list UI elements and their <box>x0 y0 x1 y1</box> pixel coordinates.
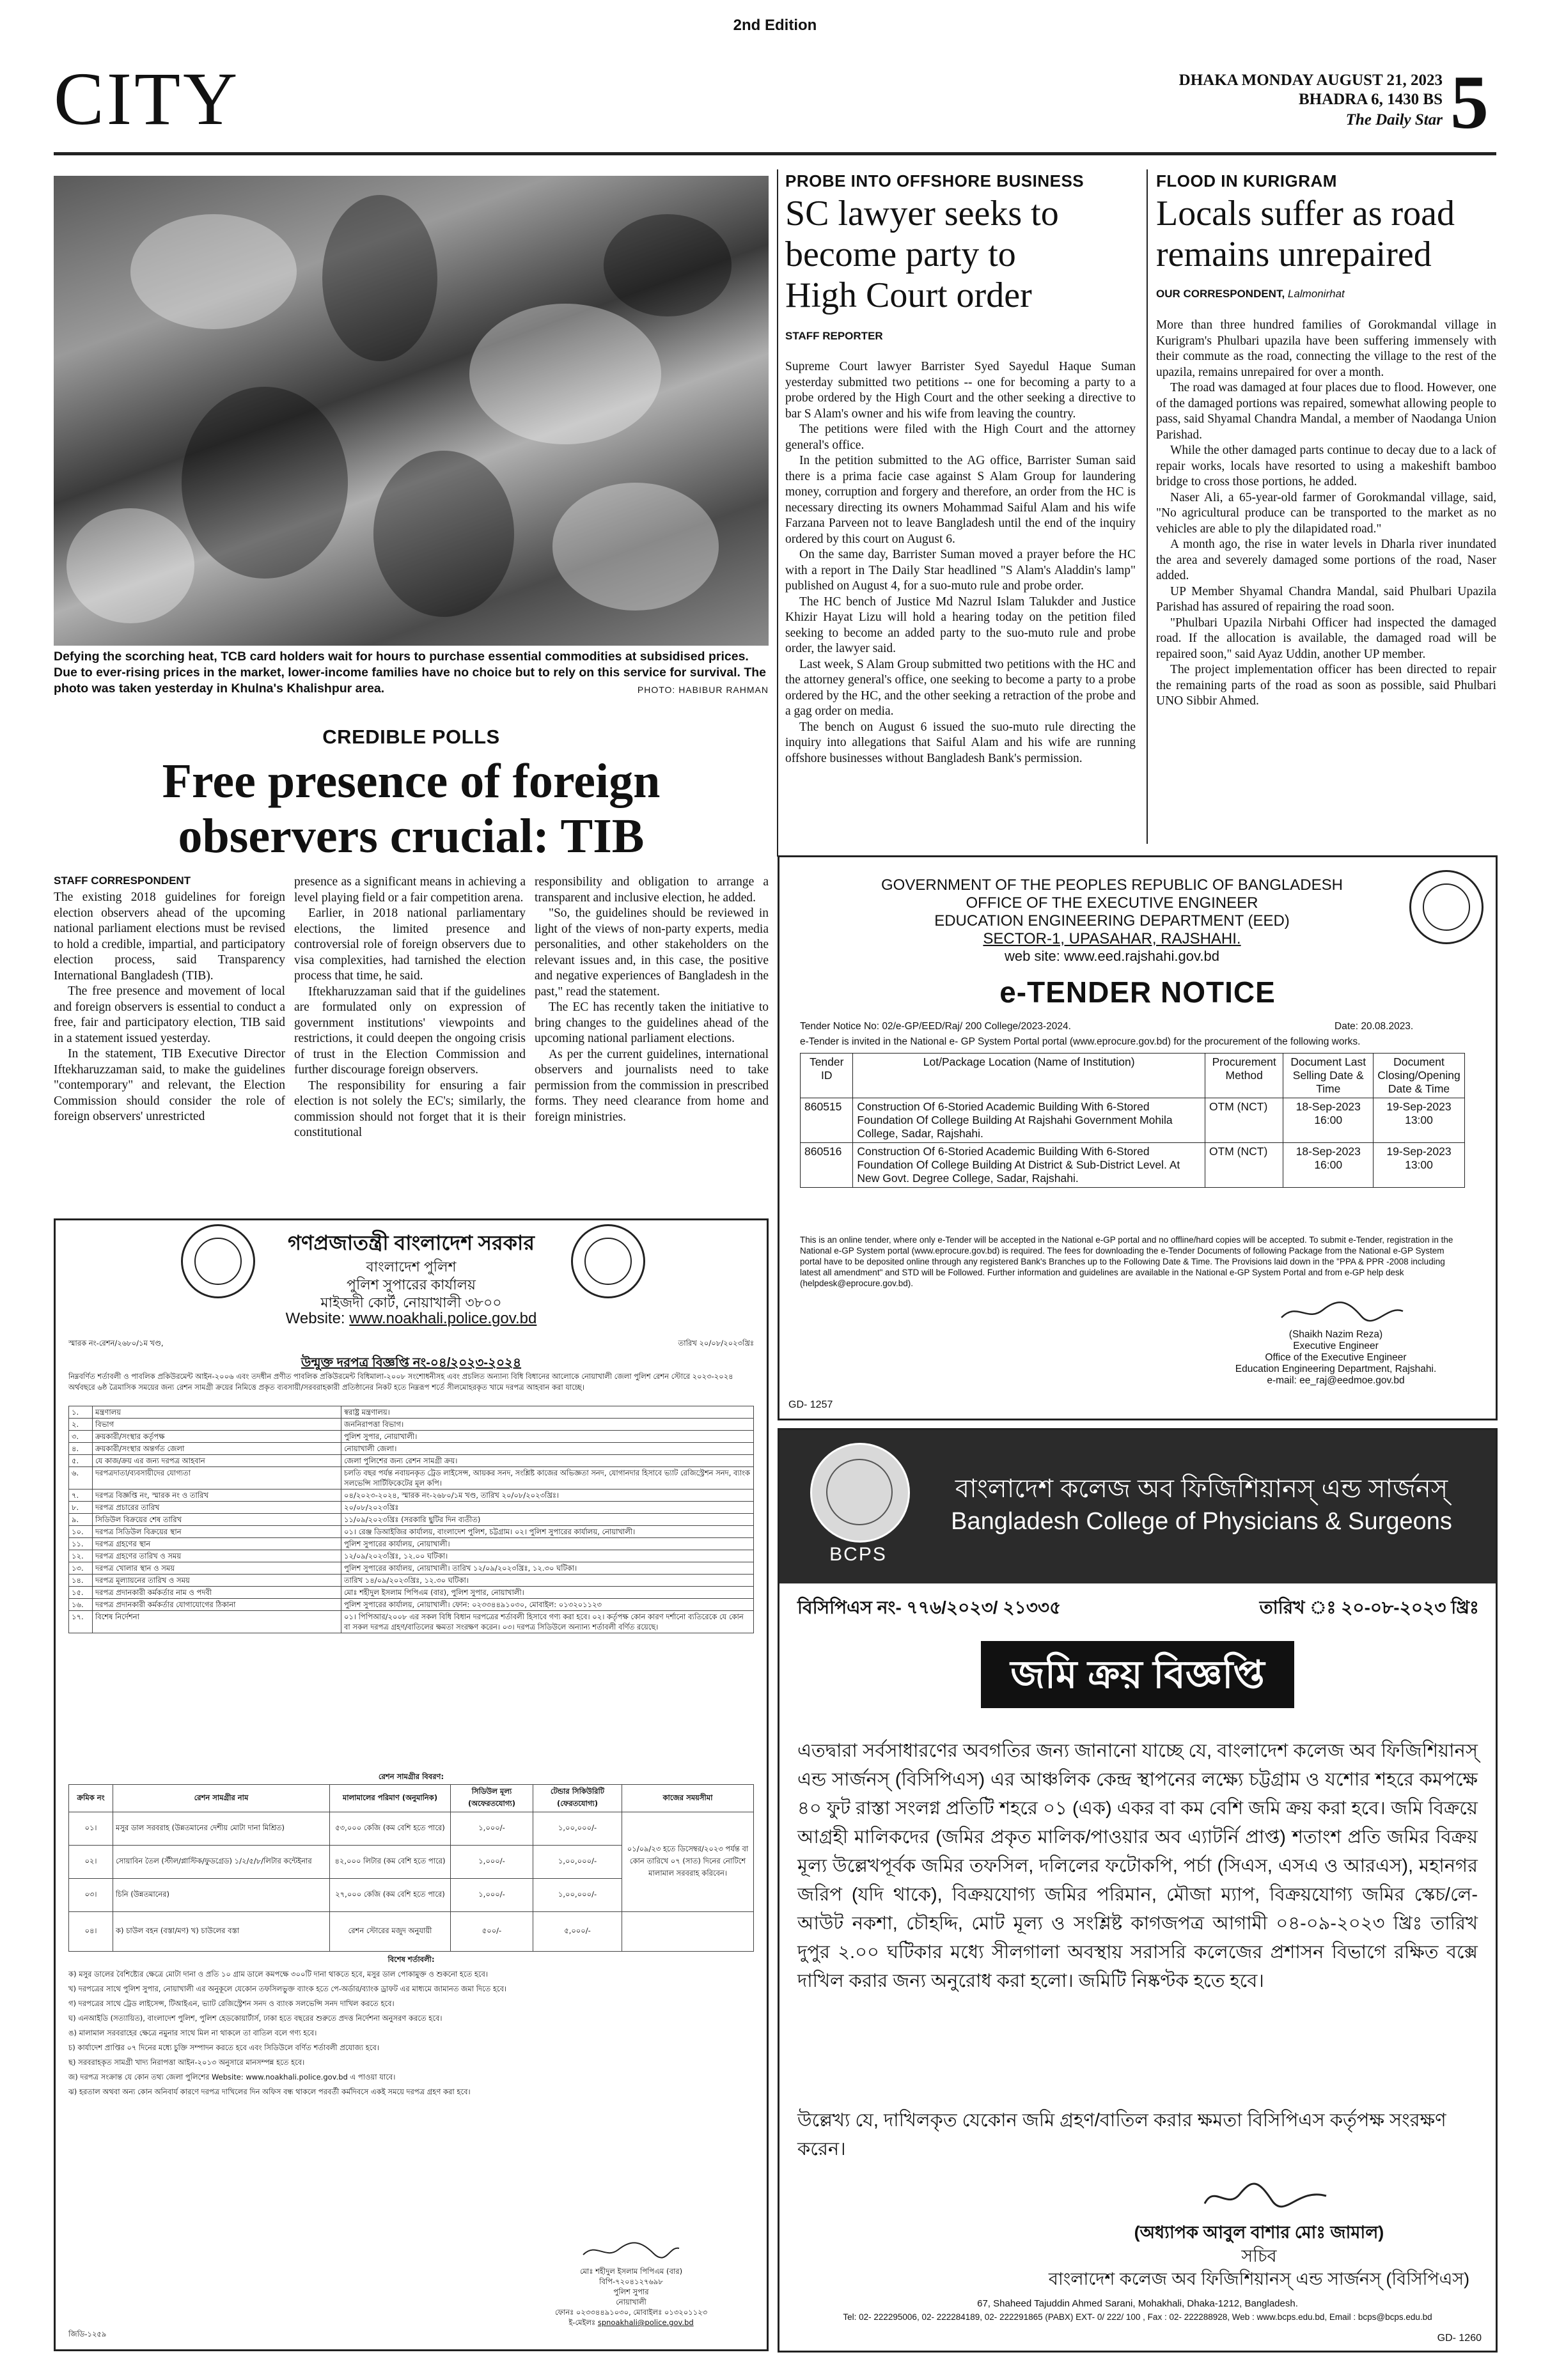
table-row <box>69 1467 754 1489</box>
tib-para: presence as a significant means in achieving a level playing field or a fair competition arena. <box>294 875 526 905</box>
flood-headline-1: Locals suffer as road <box>1156 194 1455 233</box>
paper-logo: The Daily Star <box>1345 111 1443 128</box>
police-address: মাইজদী কোর্ট, নোয়াখালী ৩৮০০ <box>320 1295 502 1311</box>
edition-label: 2nd Edition <box>733 17 817 34</box>
eed-dept-line: EDUCATION ENGINEERING DEPARTMENT (EED) <box>934 912 1290 929</box>
tib-para: The responsibility for ensuring a fair election is not solely the EC's; similarly, the commission should not forget that it is their constitutional <box>294 1078 526 1139</box>
row-key: বিশেষ নির্দেশনা <box>93 1611 341 1633</box>
eed-gov-line: GOVERNMENT OF THE PEOPLES REPUBLIC OF BANGLADESH <box>881 876 1343 894</box>
table-row <box>801 1143 1465 1188</box>
row-key: ক্রয়কারী/সংস্থার কর্তৃপক্ষ <box>93 1431 341 1443</box>
condition-item: জ) দরপত্র সংক্রান্ত যে কোন তথ্য জেলা পুলিশের Website: www.noakhali.police.gov.bd এ পাওয়া যাবে। <box>68 2073 396 2081</box>
tender-close <box>1374 1143 1465 1188</box>
tib-para: The existing 2018 guidelines for foreign election observers ahead of the upcoming national parliament elections must be revised to hold a credible, impartial, and participatory election process, said Transparency International Bangladesh (TIB). <box>54 891 285 983</box>
ration-serial: ০৪। <box>69 1912 113 1952</box>
tib-para: Earlier, in 2018 national parliamentary elections, the limited presence and controversial role of foreign observers due to visa complexities, had tarnished the election process that time, he said. <box>294 906 526 983</box>
police-website <box>56 1310 767 1328</box>
table-row <box>69 1562 754 1575</box>
flood-byline-place: Lalmonirhat <box>1287 288 1345 300</box>
sc-body <box>785 359 1136 766</box>
row-value: জেলা পুলিশের জন্য রেশন সামগ্রী ক্রয়। <box>341 1455 754 1467</box>
bcps-name-bn: বাংলাদেশ কলেজ অব ফিজিশিয়ানস্ এন্ড সার্জনস্ <box>955 1475 1448 1503</box>
bcps-name-en: Bangladesh College of Physicians & Surgeons <box>951 1508 1452 1535</box>
tender-sell <box>1283 1098 1374 1143</box>
table-row <box>69 1912 754 1952</box>
sell-time: 16:00 <box>1314 1158 1343 1171</box>
ration-security: ১,০০,০০০/- <box>533 1879 622 1912</box>
flood-headline-2: remains unrepaired <box>1156 235 1432 274</box>
ration-heading: রেশন সামগ্রীর বিবরণ: <box>378 1772 444 1781</box>
row-key: মন্ত্রণালয় <box>93 1406 341 1419</box>
ration-security: ১,০০,০০০/- <box>533 1846 622 1879</box>
col-qty: মালামালের পরিমাণ (অনুমানিক) <box>330 1785 451 1812</box>
eed-intro: e-Tender is invited in the National e- GP System Portal portal (www.eprocure.gov.bd) for the procurement of the following works. <box>800 1036 1361 1047</box>
table-row <box>69 1599 754 1611</box>
tib-para: Iftekharuzzaman said that if the guidelines are formulated only on expression of government institutions' viewpoints and restrictions, it could deepen the ongoing crisis of trust in the Election Commission and further discourage foreign observers. <box>294 984 526 1077</box>
condition-item: ঝ) হরতাল অথবা অন্য কোন অনিবার্য কারণে দরপত্র দাখিলের দিন অফিস বন্ধ থাকলে পরবর্তী কর্মদিবসে একই সময়ে দরপত্র গ্রহণ করা হবে। <box>68 2087 471 2096</box>
police-signer-bp: বিপি-৭২০৪১২৭৬৯৮ <box>599 2277 663 2286</box>
col-fee: সিডিউল মূল্য (অফেরতযোগ্য) <box>451 1785 533 1812</box>
row-no: ৭. <box>69 1489 93 1502</box>
sc-kicker: PROBE INTO OFFSHORE BUSINESS <box>785 171 1084 191</box>
ration-fee: ১,০০০/- <box>451 1812 533 1846</box>
police-title: গণপ্রজাতন্ত্রী বাংলাদেশ সরকার <box>288 1231 535 1254</box>
row-no: ১১. <box>69 1538 93 1550</box>
tib-col-1 <box>54 890 285 1125</box>
police-intro: নিম্নবর্ণিত শর্তাবলী ও পাবলিক প্রকিউরমেন্ট আইন-২০০৬ এবং তদধীন প্রণীত পাবলিক প্রকিউরমেন্ট বিধিমালা-২০০৮ সংশোধনীসহ এবং প্রচলিত অন্যান্য বিধি বিধানের আলোকে নোয়াখালী জেলা পুলিশ রেশন স্টোরে ২০২৩-২০২৪ অর্থবছরে ৬ষ্ঠ ত্রৈমাসিক সময়ের জন্য রেশন সামগ্রী ক্রয়ের নিমিত্তে প্রকৃত ব্যবসায়ী/সরবরাহকারী প্রতিষ্ঠানের নিকট হতে নিম্নরূপ শর্তে সীলমোহরকৃত খামে দরপত্র আহবান করা যাচ্ছে। <box>68 1372 733 1392</box>
conditions-heading: বিশেষ শর্তাবলী: <box>388 1955 435 1964</box>
flood-kicker: FLOOD IN KURIGRAM <box>1156 171 1337 191</box>
bcps-signature <box>1202 2178 1329 2213</box>
ration-item: মসুর ডাল সরবরাহ (উন্নতমানের দেশীয় মোটা দানা মিশ্রিত) <box>113 1812 330 1846</box>
ration-item: সোয়াবিন তৈল (স্টীল/প্লাস্টিক/ফুডগ্রেড) ১/২/৫/৮/লিটার কন্টেইনার <box>113 1846 330 1879</box>
close-time: 13:00 <box>1405 1158 1433 1171</box>
ration-fee: ১,০০০/- <box>451 1846 533 1879</box>
flood-byline <box>1156 288 1345 300</box>
condition-item: চ) কার্যাদেশ প্রাপ্তির ০৭ দিনের মধ্যে চুক্তি সম্পাদন করতে হবে এবং সিডিউলে বর্ণিত শর্তাবলী প্রযোজ্য হবে। <box>68 2043 379 2052</box>
police-signer-district: নোয়াখালী <box>616 2298 646 2306</box>
ration-security: ১,০০,০০০/- <box>533 1812 622 1846</box>
flood-para: UP Member Shyamal Chandra Mandal, said Phulbari Upazila Parishad has assured of repairing the road soon. <box>1156 584 1496 614</box>
table-row <box>69 1611 754 1633</box>
police-info-table <box>68 1406 754 1633</box>
eed-signer-email: e-mail: ee_raj@eedmoe.gov.bd <box>1267 1375 1405 1386</box>
table-row <box>69 1526 754 1538</box>
table-row <box>69 1443 754 1455</box>
sc-para: Last week, S Alam Group submitted two petitions with the HC and the attorney general's office, one seeking to become a party to a probe ordered by the HC, and the other seeking a retraction of the probe and a gag order on media. <box>785 657 1136 718</box>
row-value: তারিখ ১৪/০৯/২০২৩খ্রিঃ, ১২.৩০ ঘটিকা। <box>341 1575 754 1587</box>
sc-para: On the same day, Barrister Suman moved a prayer before the HC with a report in The Daily Star headlined "S Alam's Aladdin's lamp" published on August 4, for a suo-muto rule and probe order. <box>785 548 1136 593</box>
police-heading: উন্মুক্ত দরপত্র বিজ্ঞপ্তি নং-০৪/২০২৩-২০২৪ <box>301 1356 522 1370</box>
row-value: পুলিশ সুপার, নোয়াখালী। <box>341 1431 754 1443</box>
eed-title: e-TENDER NOTICE <box>999 976 1276 1009</box>
row-no: ৬. <box>69 1467 93 1489</box>
tender-id: 860516 <box>801 1143 853 1188</box>
tcb-photo <box>54 176 769 646</box>
sell-time: 16:00 <box>1314 1114 1343 1126</box>
tib-para: The free presence and movement of local and foreign observers is essential to conduct a free, fair and participatory election, TIB said in a statement issued yesterday. <box>54 984 285 1045</box>
bcps-signer-title: সচিব <box>1241 2246 1277 2266</box>
police-signer: মোঃ শহীদুল ইসলাম পিপিএম (বার) <box>579 2267 683 2276</box>
column-rule <box>777 169 778 857</box>
ration-item: ক) চাউল বহন (বস্তা/মণ) খ) চাউলের বস্তা <box>113 1912 330 1952</box>
row-no: ৮. <box>69 1502 93 1514</box>
eed-sector-line: SECTOR-1, UPASAHAR, RAJSHAHI. <box>983 930 1241 947</box>
column-rule <box>1147 169 1148 844</box>
tib-para: In the statement, TIB Executive Director Iftekharuzzaman said, to make the guidelines "contemporary" and relevant, the Election Commission should consider the role of foreign observers' unrestricted <box>54 1047 285 1123</box>
police-email-label: ই-মেইলঃ <box>568 2318 596 2327</box>
ration-serial: ০১। <box>69 1812 113 1846</box>
row-no: ১২. <box>69 1550 93 1562</box>
sc-para: The petitions were filed with the High Court and the attorney general's office. <box>785 423 1136 452</box>
row-no: ৫. <box>69 1455 93 1467</box>
eed-tender-ad <box>778 855 1498 1420</box>
close-time: 13:00 <box>1405 1114 1433 1126</box>
bcps-note: উল্লেখ্য যে, দাখিলকৃত যেকোন জমি গ্রহণ/বাতিল করার ক্ষমতা বিসিপিএস কর্তৃপক্ষ সংরক্ষণ করেন। <box>797 2110 1446 2159</box>
photo-credit: PHOTO: HABIBUR RAHMAN <box>637 685 769 695</box>
ration-item: চিনি (উন্নতমানের) <box>113 1879 330 1912</box>
row-value: চলতি বছর পর্যন্ত নবায়নকৃত ট্রেড লাইসেন্স, আয়কর সনদ, সংশ্লিষ্ট কাজের অভিজ্ঞতা সনদ, যোগানদার হিসাবে ভ্যাট রেজিস্ট্রেশন সনদ, ব্যাংক সলভেন্সি সার্টিফিকেটের মূল কপি। <box>341 1467 754 1489</box>
row-key: দরপত্র সিডিউল বিক্রয়ের স্থান <box>93 1526 341 1538</box>
flood-para: A month ago, the rise in water levels in Dharla river inundated the area and severely damaged some portions of the road, Naser added. <box>1156 538 1496 582</box>
condition-item: ঙ) মালামাল সরবরাহের ক্ষেত্রে নমুনার সাথে মিল না থাকলে তা বাতিল বলে গণ্য হবে। <box>68 2028 317 2037</box>
row-value: মোঃ শহীদুল ইসলাম পিপিএম (বার), পুলিশ সুপার, নোয়াখালী। <box>341 1587 754 1599</box>
col-serial: ক্রমিক নং <box>69 1785 113 1812</box>
row-key: দরপত্র প্রদানকারী কর্মকর্তার যোগাযোগের ঠিকানা <box>93 1599 341 1611</box>
table-row <box>69 1587 754 1599</box>
table-row <box>69 1812 754 1846</box>
row-value: পুলিশ সুপারের কার্যালয়, নোয়াখালী। <box>341 1538 754 1550</box>
table-row <box>69 1431 754 1443</box>
bcps-address: 67, Shaheed Tajuddin Ahmed Sarani, Mohakhali, Dhaka-1212, Bangladesh. <box>977 2298 1298 2309</box>
eed-signer-office: Office of the Executive Engineer <box>1265 1352 1407 1363</box>
col-sell-date: Document Last Selling Date & Time <box>1283 1054 1374 1098</box>
row-value: পুলিশ সুপারের কার্যালয়, নোয়াখালী। ফোন: ০২৩৩৪৪৯১০৩০, মোবাইল: ০১৩২০১১২৩ <box>341 1599 754 1611</box>
police-gd: জিডি-১২৫৯ <box>68 2329 107 2338</box>
row-no: ১. <box>69 1406 93 1419</box>
col-period: কাজের সময়সীমা <box>622 1785 754 1812</box>
row-value: জননিরাপত্তা বিভাগ। <box>341 1419 754 1431</box>
bcps-land-ad <box>778 1428 1498 2353</box>
sc-headline-2: become party to <box>785 235 1016 274</box>
eed-signer-name: (Shaikh Nazim Reza) <box>1288 1329 1383 1340</box>
condition-item: খ) দরপত্রের সাথে পুলিশ সুপার, নোয়াখালী এর অনুকূলে যেকোন তফসিলভুক্ত ব্যাংক হতে পে-অর্ডার/ব্যাংক ড্রাফট এর মাধ্যমে জামানত জমা দিতে হবে। <box>68 1984 507 1993</box>
row-no: ১৩. <box>69 1562 93 1575</box>
tender-method: OTM (NCT) <box>1205 1143 1283 1188</box>
sc-headline-1: SC lawyer seeks to <box>785 194 1059 233</box>
flood-para: While the other damaged parts continue to decay due to a lack of repair works, locals have resorted to using a makeshift bamboo bridge to cross those portions, he added. <box>1156 444 1496 488</box>
ration-serial: ০২। <box>69 1846 113 1879</box>
sc-headline-3: High Court order <box>785 276 1032 315</box>
eed-notice-no: Tender Notice No: 02/e-GP/EED/Raj/ 200 College/2023-2024. <box>800 1021 1071 1032</box>
row-key: দরপত্র খোলার স্থান ও সময় <box>93 1562 341 1575</box>
row-key: যে কাজ/ক্রয় এর জন্য দরপত্র আহবান <box>93 1455 341 1467</box>
eed-signer-dept: Education Engineering Department, Rajshahi. <box>1235 1364 1437 1374</box>
police-signer-email <box>503 2317 759 2328</box>
row-value: ১২/০৯/২০২৩খ্রিঃ, ১২.০০ ঘটিকা। <box>341 1550 754 1562</box>
sc-para: The HC bench of Justice Md Nazrul Islam Talukder and Justice Khizir Hayat Lizu will hold a hearing today on the petition filed seeking to become an added party to the suo-muto rule and probe order, the lawyer said. <box>785 595 1136 655</box>
photo-caption: Defying the scorching heat, TCB card holders wait for hours to purchase essential commodities at subsidised prices. Due to ever-rising prices in the market, lower-income families have no choice but to rely on this service for survival. The photo was taken yesterday in Khulna's Khalishpur area. <box>54 649 767 696</box>
bcps-gd: GD- 1260 <box>1437 2333 1482 2344</box>
row-value: ০১। পিপিআর/২০০৮ এর সকল বিধি বিধান দরপত্রের শর্তাবলী হিসাবে গণ্য করা হবে। ০২। কর্তৃপক্ষ কোন কারণ দর্শানো ব্যতিরেকে যে কোন বা সকল দরপত্র গ্রহণ/বাতিলের ক্ষমতা সংরক্ষণ করেন। ০৩। দরপত্র সিডিউলে অন্যান্য শর্তাবলী বর্ণিত রয়েছে। <box>341 1611 754 1633</box>
row-no: ১৬. <box>69 1599 93 1611</box>
sell-date: 18-Sep-2023 <box>1296 1100 1361 1113</box>
tib-para: The EC has recently taken the initiative to bring changes to the guidelines ahead of the upcoming national parliament elections. <box>535 1000 769 1045</box>
police-signature <box>580 2237 682 2262</box>
eed-tender-table <box>800 1053 1465 1188</box>
masthead-rule <box>54 152 1496 155</box>
table-row <box>69 1550 754 1562</box>
bcps-signer: (অধ্যাপক আবুল বাশার মোঃ জামাল) <box>1134 2223 1384 2242</box>
flood-para: More than three hundred families of Gorokmandal village in Kurigram's Phulbari upazila have been suffering immensely with their commute as the road, connecting the village to the rest of the upazila, remains unrepaired for over a month. <box>1156 318 1496 379</box>
ration-table <box>68 1784 754 1952</box>
eed-seal-icon <box>1409 870 1483 944</box>
bangla-date: BHADRA 6, 1430 BS <box>1298 91 1443 108</box>
ration-qty: ২৭,০০০ কেজি (কম বেশি হতে পারে) <box>330 1879 451 1912</box>
tender-close <box>1374 1098 1465 1143</box>
row-key: ক্রয়কারী/সংস্থার অন্তর্গত জেলা <box>93 1443 341 1455</box>
table-header-row <box>69 1785 754 1812</box>
flood-para: The road was damaged at four places due to flood. However, one of the damaged portions was repaired, somewhat allowing people to pass, said Shyamal Chandra Mandal, a member of Naodanga Union Parishad. <box>1156 381 1496 442</box>
police-signer-phone: ফোনঃ ০২৩৩৪৪৯১০৩০, মোবাইলঃ ০১৩২০১১২৩ <box>554 2308 708 2317</box>
sc-para: The bench on August 6 issued the suo-muto rule directing the inquiry into allegations that Saiful Alam and his wife are running offshore businesses without Bangladesh Bank's permission. <box>785 720 1136 765</box>
row-value: ০১। রেঞ্জ ডিআইজির কার্যালয়, বাংলাদেশ পুলিশ, চট্টগ্রাম। ০২। পুলিশ সুপারের কার্যালয়, নোয়াখালী। <box>341 1526 754 1538</box>
table-row <box>69 1455 754 1467</box>
ration-security: ৫,০০০/- <box>533 1912 622 1952</box>
row-no: ১৫. <box>69 1587 93 1599</box>
col-item: রেশন সামগ্রীর নাম <box>113 1785 330 1812</box>
tib-col-2 <box>294 875 526 1141</box>
condition-item: গ) দরপত্রের সাথে ট্রেড লাইসেন্স, টিআইএন, ভ্যাট রেজিস্ট্রেশন সনদ ও ব্যাংক সলভেন্সি সনদ দাখিল করতে হবে। <box>68 1999 395 2008</box>
tib-byline: STAFF CORRESPONDENT <box>54 875 191 887</box>
table-row <box>69 1575 754 1587</box>
row-key: সিডিউল বিক্রয়ের শেষ তারিখ <box>93 1514 341 1526</box>
police-website-link[interactable]: www.noakhali.police.gov.bd <box>349 1310 537 1327</box>
row-key: দরপত্র মূল্যায়নের তারিখ ও সময় <box>93 1575 341 1587</box>
police-memo-date: তারিখ ২০/০৮/২০২৩খ্রিঃ <box>678 1339 754 1348</box>
bcps-contact: Tel: 02- 222295006, 02- 222284189, 02- 222291865 (PABX) EXT- 0/ 222/ 100 , Fax : 02- 222288928, Web : www.bcps.edu.bd, Email : bcps@bcps.edu.bd <box>843 2312 1432 2322</box>
tender-id: 860515 <box>801 1098 853 1143</box>
page-number: 5 <box>1450 59 1489 144</box>
bcps-date: তারিখ ঃ ২০-০৮-২০২৩ খ্রিঃ <box>1259 1598 1479 1617</box>
flood-para: Naser Ali, a 65-year-old farmer of Gorokmandal village, said, "No agricultural produce can be transported to the market as no vehicles are able to ply the dilapidated road." <box>1156 490 1496 536</box>
col-tender-id: Tender ID <box>801 1054 853 1098</box>
row-value: স্বরাষ্ট্র মন্ত্রণালয়। <box>341 1406 754 1419</box>
row-value: নোয়াখালী জেলা। <box>341 1443 754 1455</box>
row-key: দরপত্র প্রচারের তারিখ <box>93 1502 341 1514</box>
bcps-title: জমি ক্রয় বিজ্ঞপ্তি <box>981 1641 1294 1708</box>
table-row <box>801 1098 1465 1143</box>
row-no: ৩. <box>69 1431 93 1443</box>
row-no: ১০. <box>69 1526 93 1538</box>
ration-serial: ০৩। <box>69 1879 113 1912</box>
table-header-row <box>801 1054 1465 1098</box>
col-security: টেন্ডার সিকিউরিটি (ফেরতযোগ্য) <box>533 1785 622 1812</box>
ration-period: ০১/০৯/২৩ হতে ডিসেম্বর/২০২৩ পর্যন্ত বা কোন তারিখে ০৭ (সাত) দিনের নোটিশে মালামাল সরবরাহ করিবেন। <box>622 1812 754 1912</box>
ration-qty: ৫৩,০০০ কেজি (কম বেশি হতে পারে) <box>330 1812 451 1846</box>
conditions-list <box>68 1968 754 2101</box>
row-key: দরপত্র গ্রহণের স্থান <box>93 1538 341 1550</box>
police-email-link[interactable]: spnoakhali@police.gov.bd <box>597 2318 694 2327</box>
police-office: পুলিশ সুপারের কার্যালয় <box>347 1277 476 1293</box>
tib-headline-2: observers crucial: TIB <box>178 809 645 863</box>
ration-qty: ৪২,০০০ লিটার (কম বেশি হতে পারে) <box>330 1846 451 1879</box>
police-signer-title: পুলিশ সুপার <box>613 2287 649 2296</box>
close-date: 19-Sep-2023 <box>1386 1145 1452 1158</box>
table-row <box>69 1489 754 1502</box>
tender-desc: Construction Of 6-Storied Academic Building With 6-Stored Foundation Of College Building At Rajshahi Government Mohila College, Sadar, Rajshahi. <box>853 1098 1205 1143</box>
eed-footer-note: This is an online tender, where only e-Tender will be accepted in the National e-GP portal and no offline/hard copies will be accepted. To submit e-Tender, registration in the National e-GP System portal (www.eprocure.gov.bd) is required. The fees for downloading the e-Tender Documents of following Package from the National e-GP System portal have to be deposited online through any registered Bank's Branches up to the Following Date & Time. The Provisions laid down in the "PPA & PPR -2008 including latest all amendment" and STD will be Followed. Further information and guidelines are available in the National e-GP System Portal and from e-GP help desk (helpdesk@eprocure.gov.bd). <box>800 1235 1453 1288</box>
flood-byline-name: OUR CORRESPONDENT, <box>1156 288 1285 300</box>
col-close-date: Document Closing/Opening Date & Time <box>1374 1054 1465 1098</box>
tender-desc: Construction Of 6-Storied Academic Building With 6-Stored Foundation Of College Building At District & Sub-District Level. At New Govt. Degree College, Sadar, Rajshahi. <box>853 1143 1205 1188</box>
row-key: দরপত্র গ্রহণের তারিখ ও সময় <box>93 1550 341 1562</box>
tib-para: responsibility and obligation to arrange a transparent and inclusive election, he added. <box>535 875 769 905</box>
eed-web-line: web site: www.eed.rajshahi.gov.bd <box>1005 948 1219 964</box>
tender-sell <box>1283 1143 1374 1188</box>
sc-byline: STAFF REPORTER <box>785 330 883 342</box>
row-no: ১৪. <box>69 1575 93 1587</box>
tib-para: As per the current guidelines, international observers and journalists need to take permission from the commission in prescribed forms. They need clearance from home and foreign ministries. <box>535 1047 769 1124</box>
police-org: বাংলাদেশ পুলিশ <box>366 1259 457 1275</box>
police-tender-ad <box>54 1218 769 2351</box>
tender-method: OTM (NCT) <box>1205 1098 1283 1143</box>
row-no: ২. <box>69 1419 93 1431</box>
police-memo: স্মারক নং-রেশন/২৬৮০/১ম খণ্ড, <box>68 1339 164 1348</box>
col-method: Procurement Method <box>1205 1054 1283 1098</box>
flood-para: The project implementation officer has been directed to repair the remaining parts of the road as soon as possible, said Phulbari UNO Sibbir Ahmed. <box>1156 663 1496 708</box>
close-date: 19-Sep-2023 <box>1386 1100 1452 1113</box>
flood-para: "Phulbari Upazila Nirbahi Officer had inspected the damaged road. If the allocation is available, the damaged road will be repaired soon," said Ayaz Uddin, another UP member. <box>1156 616 1496 661</box>
row-no: ৯. <box>69 1514 93 1526</box>
row-no: ১৭. <box>69 1611 93 1633</box>
ration-fee: ১,০০০/- <box>451 1879 533 1912</box>
row-key: দরপত্রদাতা/ব্যবসায়ীদের যোগ্যতা <box>93 1467 341 1489</box>
sell-date: 18-Sep-2023 <box>1296 1145 1361 1158</box>
row-value: ১১/০৯/২০২৩খ্রিঃ (সরকারি ছুটির দিন ব্যতীত) <box>341 1514 754 1526</box>
row-key: বিভাগ <box>93 1419 341 1431</box>
eed-date: Date: 20.08.2023. <box>1335 1021 1414 1032</box>
tib-para: "So, the guidelines should be reviewed in light of the views of non-party experts, media personalities, and other stakeholders on the relevant issues and, in this case, the positive and negative experiences of Bangladesh in the past," read the statement. <box>535 906 769 999</box>
row-value: ২০/০৮/২০২৩খ্রিঃ <box>341 1502 754 1514</box>
table-row <box>69 1538 754 1550</box>
flood-body <box>1156 318 1496 710</box>
eed-signature <box>1278 1298 1406 1324</box>
section-title: CITY <box>54 57 240 141</box>
eed-signer-title: Executive Engineer <box>1293 1341 1379 1351</box>
row-value: ০৪/২০২৩-২০২৪, স্মারক নং-২৬৮০/১ম খণ্ড, তারিখ ২০/০৮/২০২৩খ্রিঃ। <box>341 1489 754 1502</box>
col-location: Lot/Package Location (Name of Institution) <box>853 1054 1205 1098</box>
bcps-logo-icon <box>810 1443 910 1543</box>
dateline: DHAKA MONDAY AUGUST 21, 2023 <box>1178 72 1443 89</box>
tib-kicker: CREDIBLE POLLS <box>322 726 500 748</box>
row-value: পুলিশ সুপারের কার্যালয়, নোয়াখালী। তারিখ ১২/০৯/২০২৩খ্রিঃ, ১২.৩০ ঘটিকা। <box>341 1562 754 1575</box>
condition-item: ঘ) এনআইডি (সত্যায়িত), বাংলাদেশ পুলিশ, পুলিশ হেডকোয়ার্টার্স, ঢাকা হতে বছরের শুরুতে প্রদত্ত নির্দেশনা অনুসরণ করতে হবে। <box>68 2014 442 2023</box>
row-no: ৪. <box>69 1443 93 1455</box>
ration-qty: রেশন স্টোরের মজুদ অনুযায়ী <box>330 1912 451 1952</box>
tib-headline-1: Free presence of foreign <box>162 754 661 808</box>
sc-para: Supreme Court lawyer Barrister Syed Sayedul Haque Suman yesterday submitted two petitions -- one for becoming a party to a probe ordered by the High Court and the other seeking a directive to bar S Alam's owner and his wife from leaving the country. <box>785 360 1136 421</box>
table-row <box>69 1419 754 1431</box>
tib-col-3 <box>535 875 769 1125</box>
table-row <box>69 1514 754 1526</box>
ration-period-empty <box>622 1912 754 1952</box>
eed-gd: GD- 1257 <box>788 1399 833 1410</box>
police-website-label: Website: <box>285 1310 345 1327</box>
eed-office-line: OFFICE OF THE EXECUTIVE ENGINEER <box>966 894 1258 912</box>
bcps-abbr: BCPS <box>829 1544 887 1565</box>
bcps-body: এতদ্বারা সর্বসাধারণের অবগতির জন্য জানানো যাচ্ছে যে, বাংলাদেশ কলেজ অব ফিজিশিয়ানস্ এন্ড সার্জনস্ (বিসিপিএস) এর আঞ্চলিক কেন্দ্র স্থাপনের লক্ষ্যে চট্টগ্রাম ও যশোর শহরে কমপক্ষে ৪০ ফুট রাস্তা সংলগ্ন প্রতিটি শহরে ০১ (এক) একর বা কম বেশি জমি ক্রয় করা হবে। জমি বিক্রয়ে আগ্রহী মালিকদের (জমির প্রকৃত মালিক/পাওয়ার অব এ্যাটর্নি প্রাপ্ত) শতাংশ প্রতি জমির বিক্রয় মূল্য উল্লেখপূর্বক জমির তফসিল, দলিলের ফটোকপি, পর্চা (সিএস, এসএ ও আরএস), মহানগর জরিপ (যদি থাকে), বিক্রয়যোগ্য জমির পরিমান, মৌজা ম্যাপ, বিক্রয়যোগ্য জমির স্কেচ/লে-আউট নকশা, চৌহদ্দি, মোট মূল্য ও সংশ্লিষ্ট কাগজপত্র আগামী ০৪-০৯-২০২৩ খ্রিঃ তারিখ দুপুর ২.০০ ঘটিকার মধ্যে সীলগালা অবস্থায় সরাসরি কলেজের প্রশাসন বিভাগে রক্ষিত বক্সে দাখিল করার জন্য অনুরোধ করা হলো। জমিটি নিষ্কণ্টক হতে হবে। <box>797 1741 1478 1991</box>
table-row <box>69 1502 754 1514</box>
condition-item: ছ) সরবরাহকৃত সামগ্রী খাদ্য নিরাপত্তা আইন-২০১৩ অনুসারে মানসম্পন্ন হতে হবে। <box>68 2058 305 2067</box>
condition-item: ক) মসুর ডালের বৈশিষ্ট্যের ক্ষেত্রে মোটা দানা ও প্রতি ১০ গ্রাম ডালে কমপক্ষে ৩০০টি দানা থাকতে হবে, মসুর ডাল পোকামুক্ত ও শুকনো হতে হবে। <box>68 1970 489 1979</box>
row-key: দরপত্র বিজ্ঞপ্তি নং, স্মারক নং ও তারিখ <box>93 1489 341 1502</box>
ration-fee: ৫০০/- <box>451 1912 533 1952</box>
bcps-ref: বিসিপিএস নং- ৭৭৬/২০২৩/ ২১৩৩৫ <box>797 1598 1061 1617</box>
table-row <box>69 1406 754 1419</box>
row-key: দরপত্র প্রদানকারী কর্মকর্তার নাম ও পদবী <box>93 1587 341 1599</box>
bcps-signer-org: বাংলাদেশ কলেজ অব ফিজিশিয়ানস্ এন্ড সার্জনস্ (বিসিপিএস) <box>1048 2269 1470 2289</box>
sc-para: In the petition submitted to the AG office, Barrister Suman said there is a prima facie case against S Alam Group for laundering money, corruption and forgery and therefore, an order from the HC is necessary directing its owners Mohammad Saiful Alam and his wife Farzana Parveen not to leave Bangladesh until the end of the inquiry ordered by this court on August 6. <box>785 454 1136 546</box>
